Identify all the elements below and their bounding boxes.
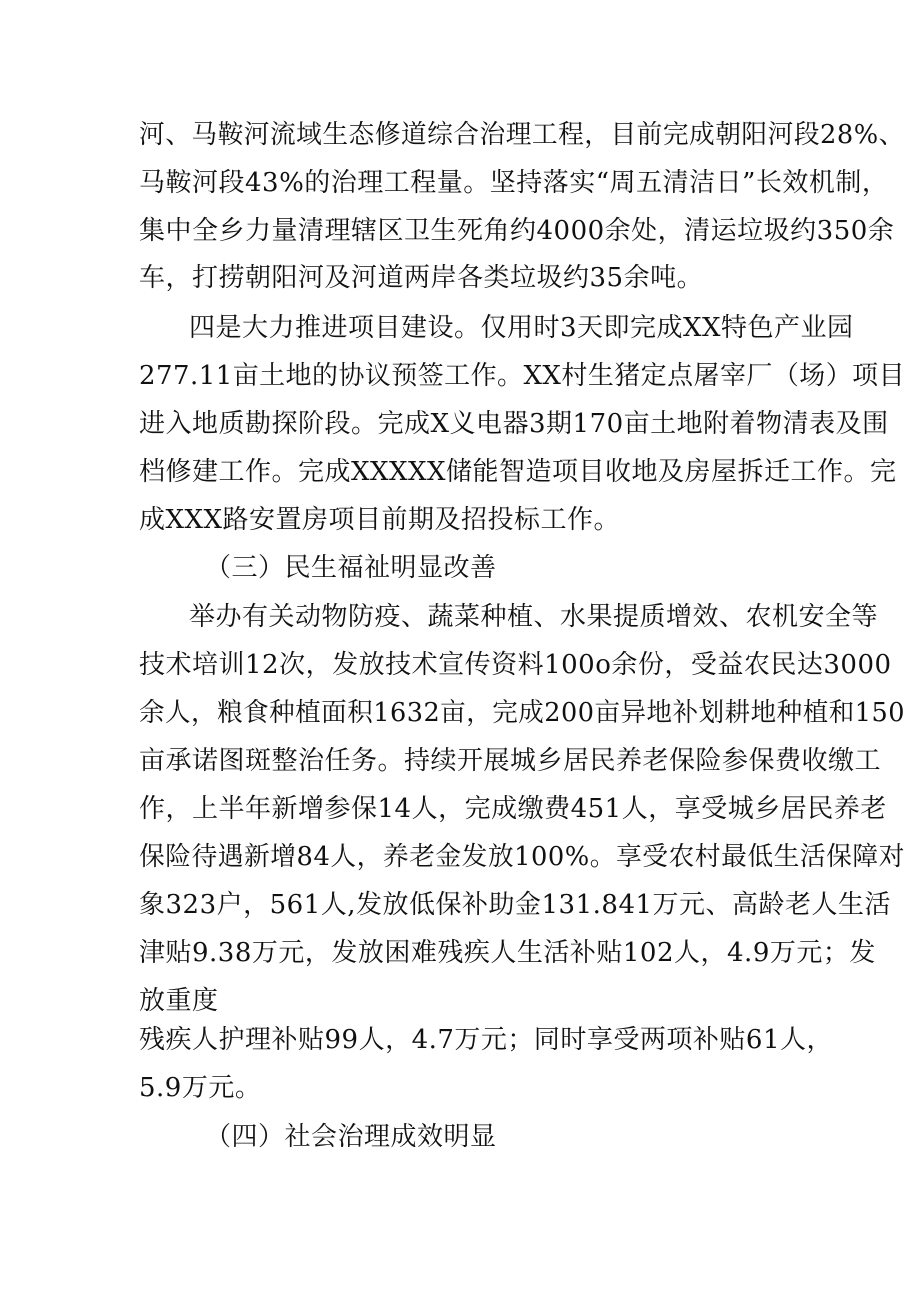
text-line: 保险待遇新增84人，养老金发放100%。享受农村最低生活保障对 bbox=[139, 842, 905, 872]
text-line: 举办有关动物防疫、蔬菜种植、水果提质增效、农机安全等 bbox=[189, 602, 879, 632]
text-line: 档修建工作。完成XXXXX储能智造项目收地及房屋拆迁工作。完 bbox=[139, 457, 897, 487]
text-line: 成XXX路安置房项目前期及招投标工作。 bbox=[139, 505, 621, 535]
text-line: 亩承诺图斑整治任务。持续开展城乡居民养老保险参保费收缴工 bbox=[139, 746, 882, 776]
text-line: 四是大力推进项目建设。仅用时3天即完成XX特色产业园 bbox=[189, 313, 854, 343]
text-line: 技术培训12次，发放技术宣传资料100o余份，受益农民达3000 bbox=[139, 650, 892, 680]
text-line: 车，打捞朝阳河及河道两岸各类垃圾约35余吨。 bbox=[139, 263, 704, 293]
section-heading: （四）社会治理成效明显 bbox=[205, 1122, 497, 1152]
text-line: 作，上半年新增参保14人，完成缴费451人，享受城乡居民养老 bbox=[139, 794, 887, 824]
text-line: 5.9万元。 bbox=[139, 1073, 262, 1103]
section-heading: （三）民生福祉明显改善 bbox=[205, 553, 497, 583]
text-line: 河、马鞍河流域生态修道综合治理工程，目前完成朝阳河段28%、 bbox=[139, 120, 905, 150]
text-line: 放重度 bbox=[139, 986, 219, 1016]
text-line: 进入地质勘探阶段。完成X义电器3期170亩土地附着物清表及围 bbox=[139, 409, 889, 439]
text-line: 象323户，561人,发放低保补助金131.841万元、高龄老人生活 bbox=[139, 890, 892, 920]
text-line: 余人，粮食种植面积1632亩，完成200亩异地补划耕地种植和150 bbox=[139, 698, 905, 728]
text-line: 集中全乡力量清理辖区卫生死角约4000余处，清运垃圾约350余 bbox=[139, 216, 895, 246]
text-line: 277.11亩土地的协议预签工作。XX村生猪定点屠宰厂（场）项目 bbox=[139, 361, 906, 391]
text-line: 马鞍河段43%的治理工程量。坚持落实“周五清洁日”长效机制， bbox=[139, 168, 889, 198]
text-line: 津贴9.38万元，发放困难残疾人生活补贴102人，4.9万元；发 bbox=[139, 938, 876, 968]
text-line: 残疾人护理补贴99人，4.7万元；同时享受两项补贴61人， bbox=[139, 1025, 834, 1055]
